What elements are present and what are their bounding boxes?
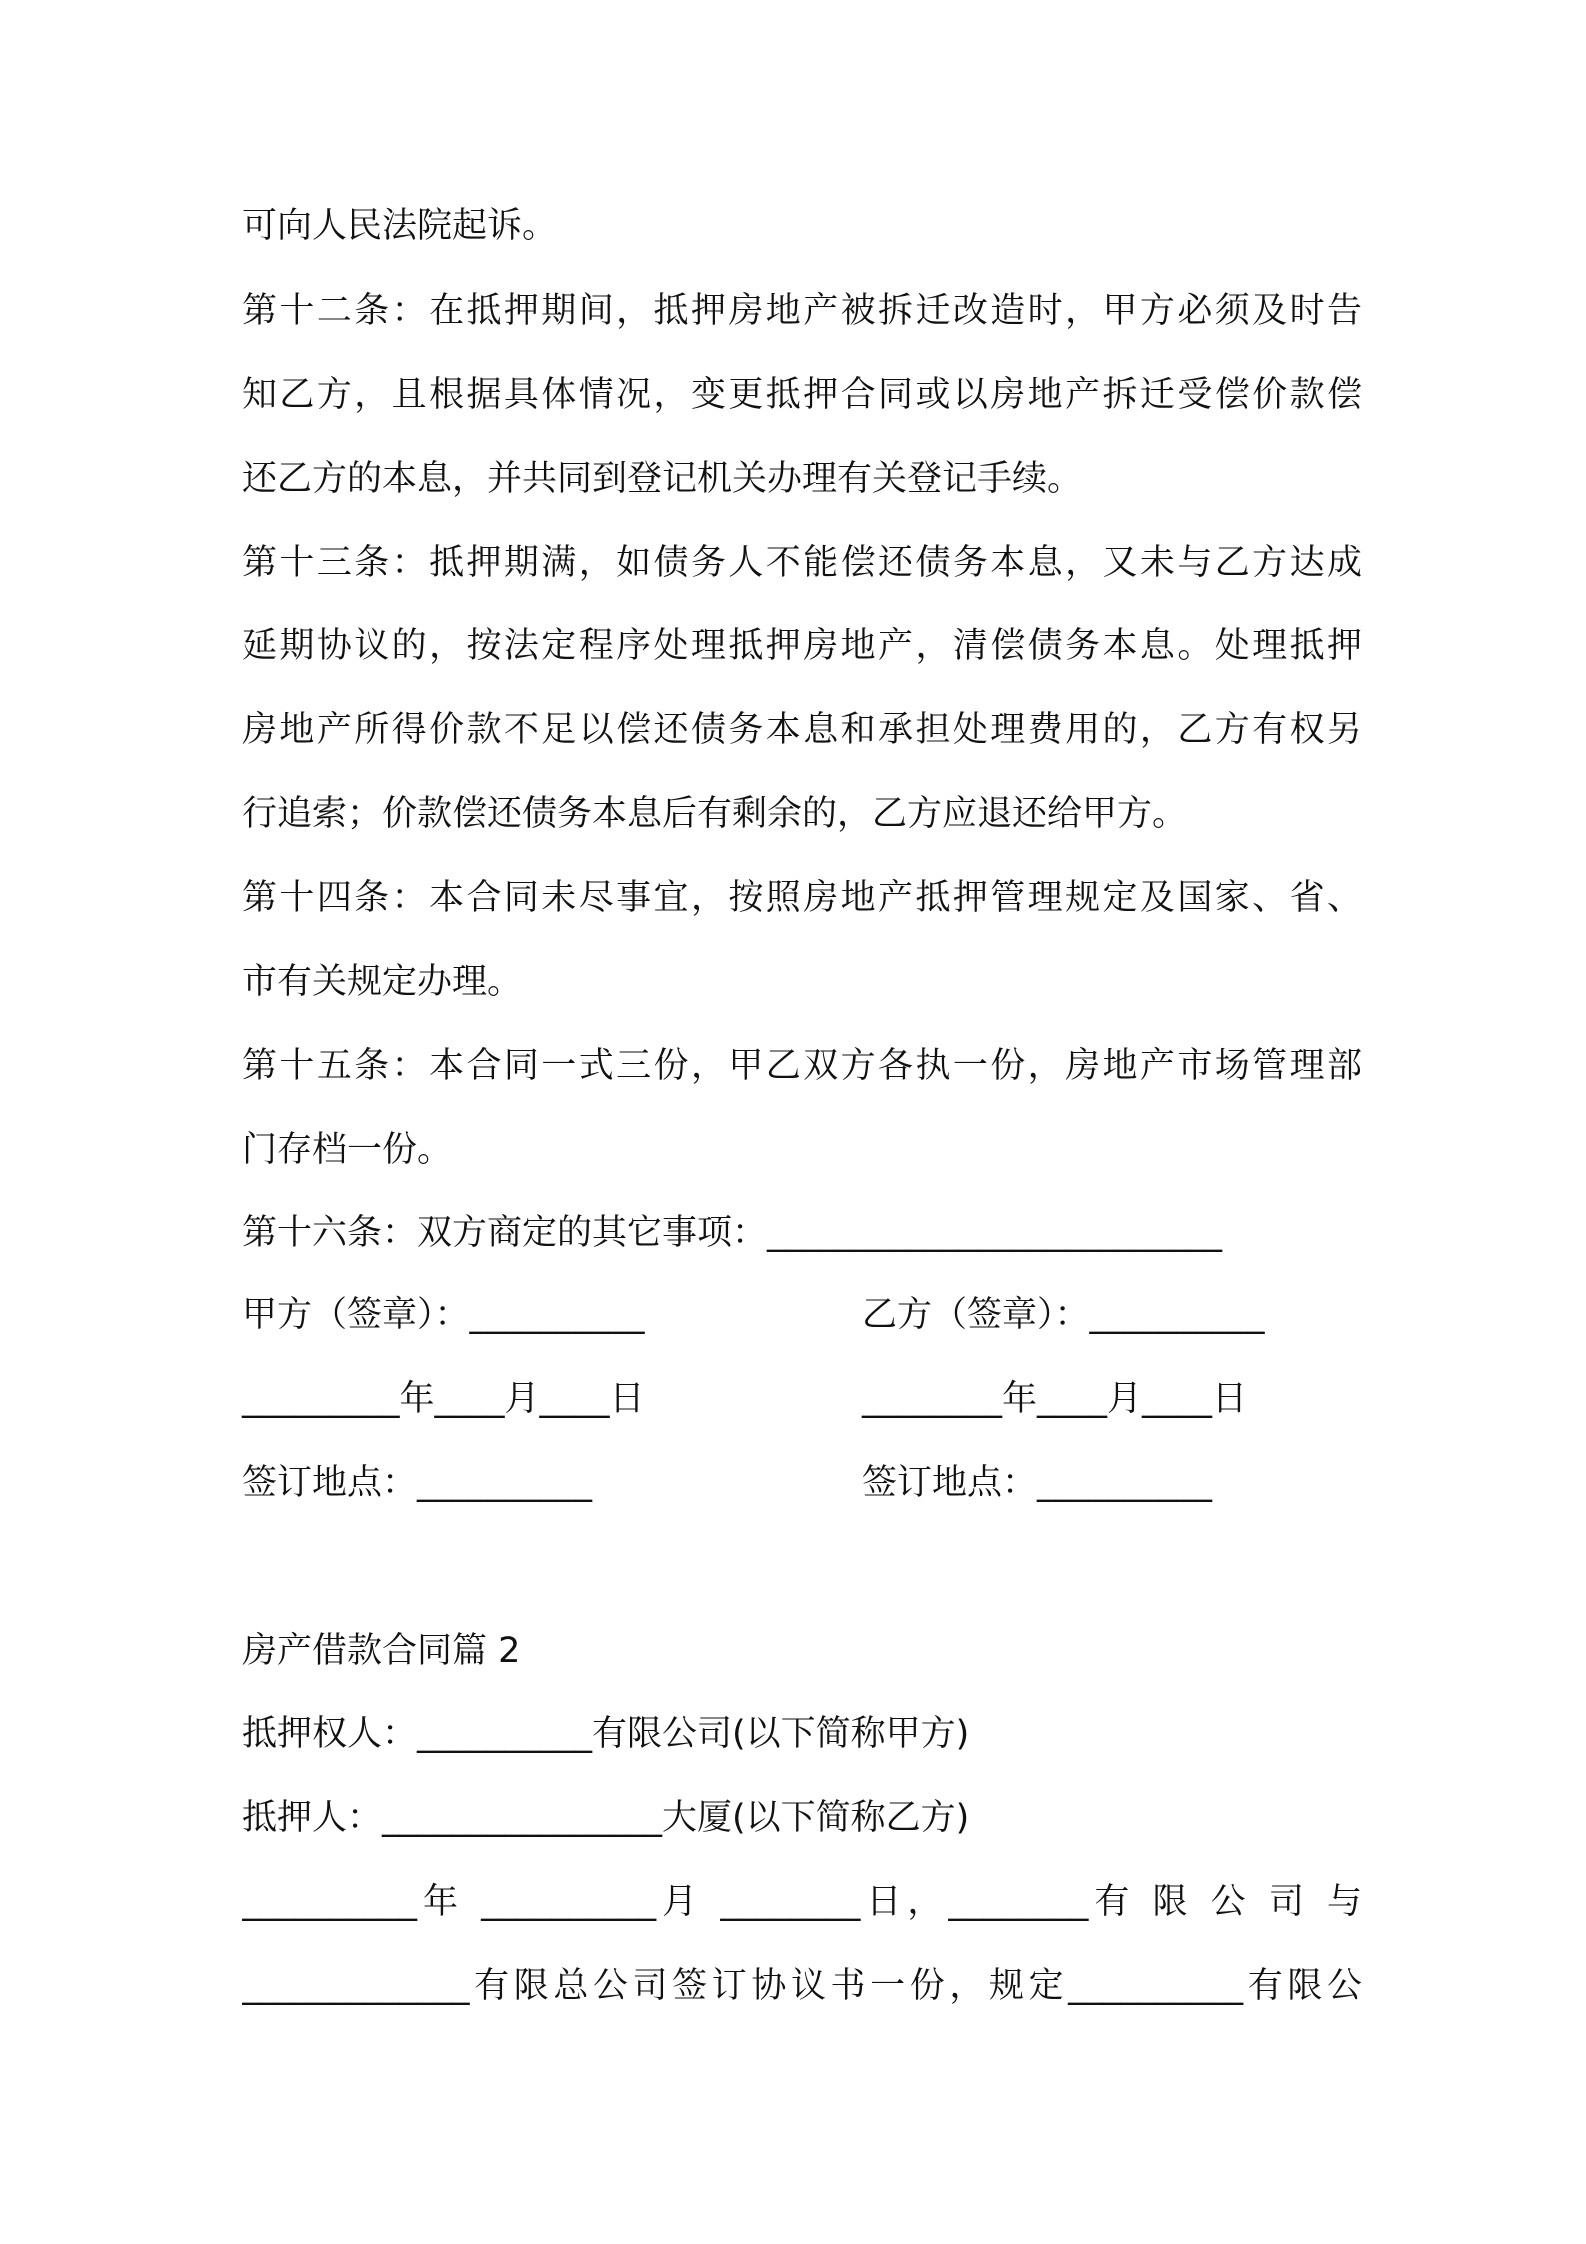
party-a-date: _________年____月____日 xyxy=(242,1379,645,1419)
article-12-line-3: 还乙方的本息，并共同到登记机关办理有关登记手续。 xyxy=(242,459,1083,499)
section-2-heading: 房产借款合同篇 2 xyxy=(242,1631,521,1671)
article-16-line: 第十六条：双方商定的其它事项：__________________________ xyxy=(242,1213,1223,1253)
article-14-line-2: 市有关规定办理。 xyxy=(242,962,523,1002)
party-b-signing-place: 签订地点：__________ xyxy=(862,1463,1213,1503)
article-13-line-2: 延期协议的，按法定程序处理抵押房地产，清偿债务本息。处理抵押 xyxy=(242,626,1362,666)
section-2-line-3: __________年 __________月 ________日，________有 限 公 司 与 xyxy=(242,1882,1362,1922)
mortgagor-line: 抵押人：________________大厦(以下简称乙方) xyxy=(242,1798,970,1838)
party-b-date: ________年____月____日 xyxy=(862,1379,1248,1419)
article-13-line-3: 房地产所得价款不足以偿还债务本息和承担处理费用的，乙方有权另 xyxy=(242,710,1362,750)
paragraph-line: 可向人民法院起诉。 xyxy=(242,206,558,246)
party-a-signing-place: 签订地点：__________ xyxy=(242,1463,593,1503)
party-b-signature: 乙方（签章）：__________ xyxy=(862,1295,1265,1335)
article-15-line-2: 门存档一份。 xyxy=(242,1130,453,1170)
article-13-line-1: 第十三条：抵押期满，如债务人不能偿还债务本息，又未与乙方达成 xyxy=(242,543,1362,583)
article-13-line-4: 行追索；价款偿还债务本息后有剩余的，乙方应退还给甲方。 xyxy=(242,794,1188,834)
party-a-signature: 甲方（签章）：__________ xyxy=(242,1295,645,1335)
article-14-line-1: 第十四条：本合同未尽事宜，按照房地产抵押管理规定及国家、省、 xyxy=(242,878,1362,918)
article-12-line-1: 第十二条：在抵押期间，抵押房地产被拆迁改造时，甲方必须及时告 xyxy=(242,291,1362,331)
article-15-line-1: 第十五条：本合同一式三份，甲乙双方各执一份，房地产市场管理部 xyxy=(242,1046,1362,1086)
article-12-line-2: 知乙方，且根据具体情况，变更抵押合同或以房地产拆迁受偿价款偿 xyxy=(242,375,1362,415)
mortgagee-line: 抵押权人：__________有限公司(以下简称甲方) xyxy=(242,1714,970,1754)
section-2-line-4: _____________有限总公司签订协议书一份，规定__________有限公 xyxy=(242,1966,1362,2006)
